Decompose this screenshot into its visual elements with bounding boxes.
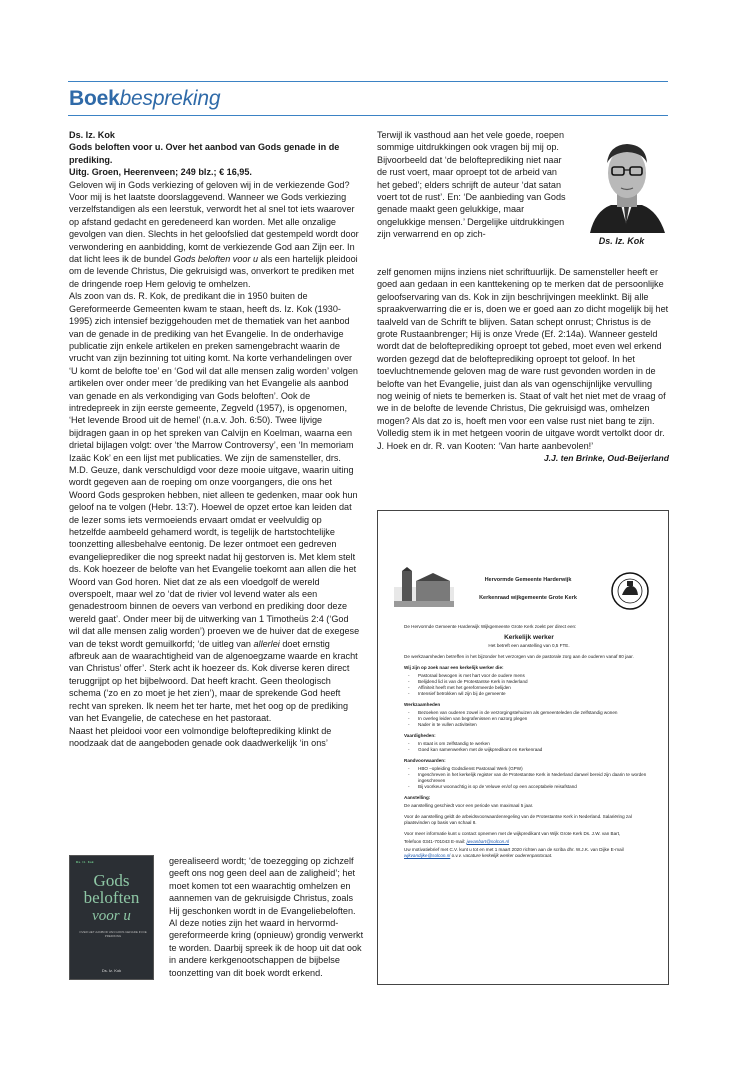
review-column-right-bottom xyxy=(377,266,669,465)
ad-list-skills xyxy=(404,741,654,753)
email-link-2[interactable]: wjkvandijke@solcon.nl xyxy=(404,853,451,858)
ad-phone: Telefoon 0341-701043 E-mail: jwvanbart@solcon.nl xyxy=(404,839,510,844)
section-title-italic: bespreking xyxy=(119,87,221,110)
ad-heading-work: Werkzaamheden xyxy=(404,702,441,707)
review-publisher: Uitg. Groen, Heerenveen; 249 blz.; € 16,95. xyxy=(69,167,252,178)
cover-author: Ds. Iz. Kok xyxy=(101,968,122,973)
cover-title: Gods beloften xyxy=(83,871,140,907)
ad-heading-terms: Randvoorwaarden: xyxy=(404,758,446,763)
cover-subtitle: OVER HET AANBOD VAN GODS GENADE IN DE PREDIKING xyxy=(79,930,147,938)
ad-heading-seek: Wij zijn op zoek naar een kerkelijk werker die: xyxy=(404,665,504,670)
title-rule xyxy=(68,115,668,116)
list-item: - HBO –opleiding Godsdienst Pastoraal Werk (GPW) xyxy=(418,766,654,772)
review-book-title: Gods beloften voor u. Over het aanbod van Gods genade in de prediking. xyxy=(69,142,340,165)
ad-organization: Hervormde Gemeente Harderwijk xyxy=(484,577,572,583)
ad-sub-organization: Kerkenraad wijkgemeente Grote Kerk xyxy=(479,595,577,601)
ad-contact: Voor meer informatie kunt u contact opnemen met de wijkpredikant van Wijk Grote Kerk Ds. J.W. van Bart, xyxy=(404,831,621,836)
list-item: - Intensief betrokken wil zijn bij de gemeente xyxy=(418,691,654,697)
section-title-bold: Boek xyxy=(69,87,120,110)
list-item: - In overleg leiden van begrafenissen en nazorg plegen xyxy=(418,716,654,722)
review-column-right-top: Terwijl ik vasthoud aan het vele goede, roepen sommige uitdrukkingen ook vragen bij mij op. Bijvoorbeeld dat ‘de belofteprediking niet naar de rust voert, maar oproept tot de arbeid van het gebed’; elders schrijft de auteur ‘dat satan voert tot de rust’. En: ‘De aanbieding van Gods genade maakt geen gelukkige, maar ongelukkige mensen.’ Dergelijke uitdrukkingen zijn verwarrend en op zich- xyxy=(377,130,566,240)
ad-heading-skills: Vaardigheden: xyxy=(404,733,436,738)
ad-list-terms xyxy=(404,766,654,790)
list-item: - Belijdend lid is van de Protestantse Kerk in Nederland xyxy=(418,679,654,685)
list-item: - Bezoeken van ouderen zowel in de verzorgingstehuizen als gemeenteleden die zelfstandig wonen xyxy=(418,710,654,716)
review-paragraph-3: Naast het pleidooi voor een volmondige belofteprediking klinkt de noodzaak dat de aangeboden genade ook daadwerkelijk ‘in ons’ xyxy=(69,725,332,748)
review-column-left xyxy=(69,129,361,749)
job-advertisement xyxy=(377,510,669,985)
ad-list-seek xyxy=(404,673,654,697)
list-item: - Pastoraal bewogen is met hart voor de oudere mens xyxy=(418,673,654,679)
review-paragraph-col2: zelf genomen mijns inziens niet schriftuurlijk. De samensteller heeft er goed aan gedaan in een kanttekening op te merken dat de persoonlijke geloofservaring van ds. Kok in zijn beschrijvingen meeklinkt. Bij alle spraakverwarring die er is, doen we er goed aan zo dicht mogelijk bij het taalveld van de Schrift te blijven. Satan schept onrust; Christus is de grote Rustaanbrenger; Hij is onze Vrede (Ef. 2:14a). Wanneer gesteld wordt dat de belofteprediking oproept tot gebed, moet even wel erkend worden gezegd dat de belofteprediking oproept tot geloof. In het toevluchtnemende geloven mag de ware rust gevonden worden in de belofte van het Evangelie, juist dan als van ogenschijnlijke vervulling nog weinig of niets te bemerken is. Staat of valt het niet met de vraag of we in de belofte de levende Christus, Die gekruisigd was, omhelzen mogen? Als dat zo is, hoeft men voor een valse rust niet bang te zijn. xyxy=(377,267,669,426)
book-cover-image xyxy=(69,855,154,980)
ad-salary: Voor de aanstelling geldt de arbeidsvoorwaardenregeling van de Protestantse Kerk in Nederland. Salariëring zal plaatsvinden op basis van schaal 8. xyxy=(404,814,632,825)
list-item: - Ingeschreven in het kerkelijk register van de Protestantse Kerk in Nederland danwel bereid zijn daarin te worden ingeschreven xyxy=(418,772,654,784)
author-portrait-photo xyxy=(585,133,668,233)
review-paragraph-1: Geloven wij in Gods verkiezing of geloven wij in de verkiezende God? Voor mij is het laatste doorslaggevend. Wanneer we Gods verkiezing verzelfstandigen als een leerstuk, verwordt het al snel tot iets waarover op afstand gedacht en geredeneerd kan worden. Met alle onzalige gevolgen van dien. Slechts in het geloofslied dat gestempeld wordt door verwondering en aanbidding, komt de verkiezende God aan Zijn eer. In dat licht lees ik de bundel Gods beloften voor u als een hartelijk pleidooi om de levende Christus, Die gekruisigd was, onverkort te prediken met de dringende roep Hem gelovig te omhelzen. xyxy=(69,179,359,289)
list-item: - Nader in te vullen activiteiten xyxy=(418,722,654,728)
list-item: - Goed kan samenwerken met de wijkpredikant en Kerkenraad xyxy=(418,747,654,753)
top-rule xyxy=(68,81,668,82)
review-paragraph-recommend: Volledig stem ik in met hetgeen voorin de uitgave wordt vertolkt door dr. J. Hoek en dr. R. van Kooten: ‘Van harte aanbevolen!’ xyxy=(377,428,665,451)
ad-job-fte: Het betreft een aanstelling van 0,5 FTE. xyxy=(488,643,570,648)
review-author: Ds. Iz. Kok xyxy=(69,130,115,140)
ad-scope: De werkzaamheden betreffen in het bijzonder het verzorgen van de pastorale zorg aan de ouderen vanaf 80 jaar. xyxy=(404,654,634,659)
church-drawing-icon xyxy=(394,567,454,607)
review-signature: J.J. ten Brinke, Oud-Beijerland xyxy=(543,453,669,464)
ad-appointment: De aanstelling geschiedt voor een periode van maximaal 5 jaar. xyxy=(404,803,534,808)
ad-letter: Uw motivatiebrief met C.V. kunt u tot en met 1 maart 2020 richten aan de scriba dhr. W.J.K. van Dijke E-mail wjkvandijke@solcon.nl o.v.v. vacature kerkelijk werker ouderenpastoraat. xyxy=(404,847,624,858)
list-item: - Bij voorkeur woonachtig is op de Veluwe en/of op een acceptabele reisafstand xyxy=(418,784,654,790)
list-item: - Affiniteit heeft met het gereformeerde belijden xyxy=(418,685,654,691)
cover-top-text: Ds. Iz. Kok xyxy=(76,860,94,864)
ad-job-title: Kerkelijk werker xyxy=(504,634,554,641)
ad-body xyxy=(404,624,654,861)
review-paragraph-2: Als zoon van ds. R. Kok, de predikant die in 1950 buiten de Gereformeerde Gemeenten kwam te staan, heeft ds. Iz. Kok (1930-1995) zich intensief beziggehouden met de thematiek van het aanbod van de genade in de prediking van het Evangelie. In de onderhavige publicatie zijn enkele artikelen en preken samengebracht waarin de vrucht van zijn bezinning tot uiting komt. Na korte verhandelingen over ‘U komt de belofte toe’ en ‘God wil dat alle mensen zalig worden’ volgen artikelen over onder meer ‘de prediking van het Evangelie als aanbod van genade en als verkondiging van Gods beloften’. Ook de intredepreek in zijn eerste gemeente, Zegveld (1957), is opgenomen, ‘Het levende Brood uit de hemel’ (n.a.v. Joh. 6:50). Twee lijvige bijdragen gaan in op het spreken van Calvijn en Koelman, waarna een drietal bijlagen volgt: over ‘the Marrow Controversy’, een ‘In memoriam Izaäc Kok’ en een lijst met publicaties. We zijn de samensteller, drs. M.D. Geuze, dank verschuldigd voor deze mooie uitgave, waarin uiting wordt gegeven aan de roeping om onze voorgangers, die ons het Woord Gods gesproken hebben, niet alleen te gedenken, maar ook hun geloof na te volgen (Hebr. 13:7). Hoewel de opzet ertoe kan leiden dat de lezer soms iets vermoeiends ervaart omdat er veelvuldig op hetzelfde aambeeld gehamerd wordt, is tegelijk de hartstochtelijke toonzetting allesbehalve eentonig. De lezer ontmoet een gedreven evangelieprediker die nog spreekt nadat hij gestorven is. Met klem stelt ds. Kok hoezeer de belofte van het Evangelie toekomt aan allen die het Woord van God horen. Niet dat ze als een vloedgolf de wereld overspoelt, maar wel zo ‘dat de rivier vol levend water als een genadestroom binnen de oevers van verbond en prediking door deze wereld gaat’. Onder meer bij de uitwerking van 1 Timotheüs 2:4 (‘God wil dat alle mensen zalig worden’) proeven we de huiver dat de exegese van de tekst wordt gemuilkorfd; ‘de uitleg van allerlei doet ernstig afbreuk aan de waarachtigheid van de algenoegzame waarde en kracht van Christus’ offer’. Sterk acht ik hoezeer ds. Kok diverse keren direct teruggrijpt op het bijbelwoord. Dat heeft kracht. Geen theologisch schema (‘zo en zo moet je het zien’), maar de sprekende God heeft recht van spreken. Ik neem het ter harte, met het oog op de prediking van het Evangelie, de catechese en het pastoraat. xyxy=(69,291,360,724)
email-link-1[interactable]: jwvanbart@solcon.nl xyxy=(466,839,510,844)
section-title xyxy=(69,87,220,111)
ad-list-work xyxy=(404,710,654,728)
church-seal-icon xyxy=(610,571,650,611)
cover-title-italic: voor u xyxy=(92,908,131,924)
review-paragraph-3-cont: gerealiseerd wordt; ‘de toezegging op zichzelf geeft ons nog geen deel aan de zaligheid’; het moet komen tot een waarachtig omhelzen en aannemen van de gekruisigde Christus, zoals Hij geschonken wordt in de Evangeliebeloften. Al deze noties zijn het waard in hervormd-gereformeerde kring (opnieuw) grondig verwerkt te worden. Daarbij spreek ik de hoop uit dat ook in andere kerkgenootschappen de bijbelse toonzetting van dit boek wordt erkend. xyxy=(169,856,364,978)
list-item: - In staat is om zelfstandig te werken xyxy=(418,741,654,747)
ad-intro: De Hervormde Gemeente Harderwijk Wijkgemeente Grote Kerk zoekt per direct een: xyxy=(404,624,577,629)
photo-caption: Ds. Iz. Kok xyxy=(598,236,645,246)
ad-heading-appointment: Aanstelling: xyxy=(404,795,431,800)
